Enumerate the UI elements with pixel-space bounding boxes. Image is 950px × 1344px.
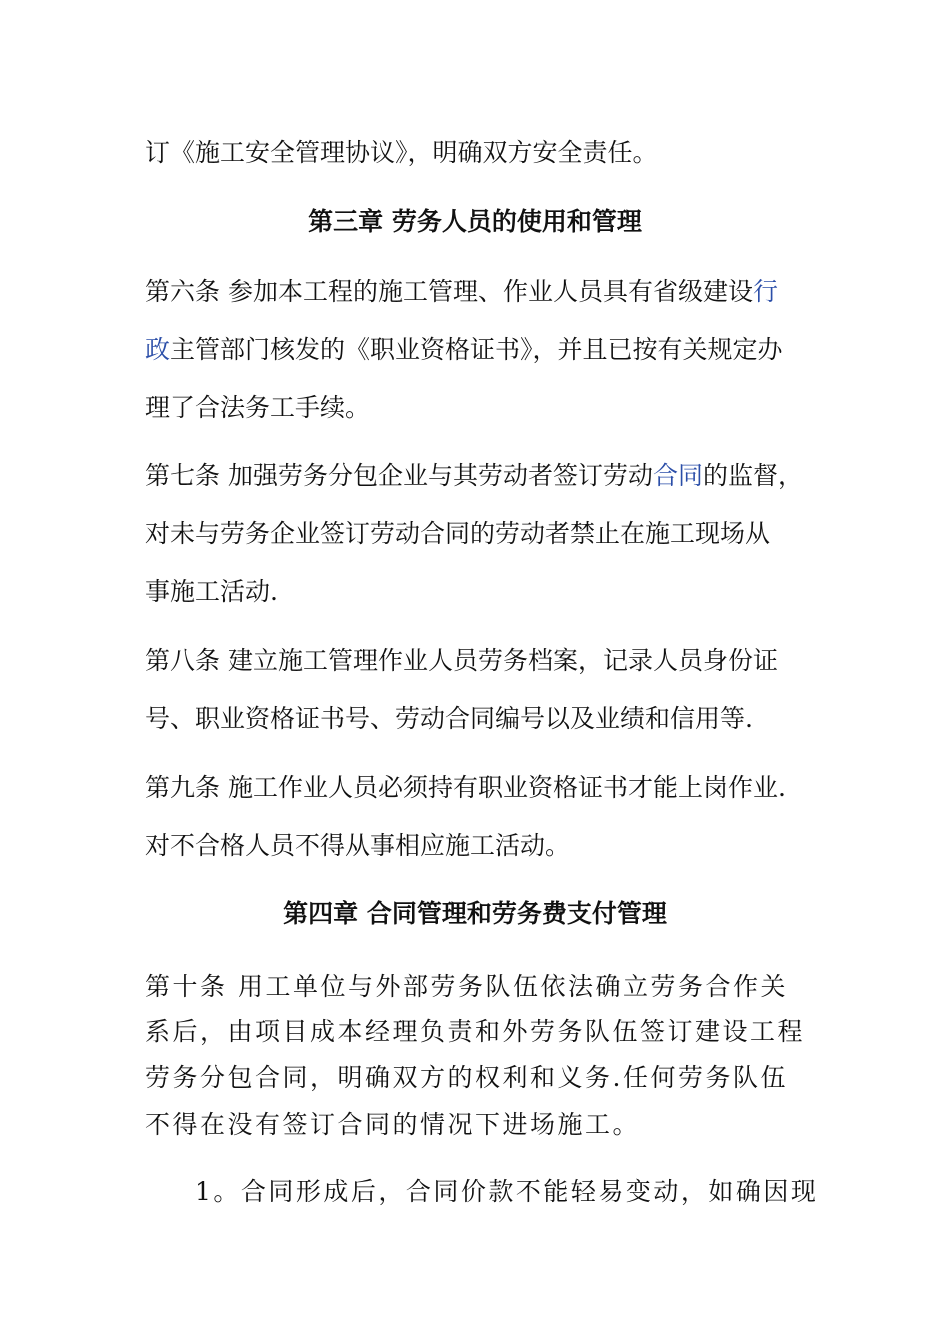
link-text[interactable]: 合同 <box>652 461 703 490</box>
link-text[interactable]: 行 <box>752 277 778 306</box>
link-text[interactable]: 政 <box>145 335 171 364</box>
text-run: 的监督， <box>702 461 803 490</box>
article-7-line-2: 对未与劳务企业签订劳动合同的劳动者禁止在施工现场从 <box>145 519 771 548</box>
text-run: 第六条 参加本工程的施工管理、作业人员具有省级建设 <box>145 277 753 306</box>
article-7-line-3: 事施工活动. <box>145 577 278 606</box>
chapter-heading-3: 第三章 劳务人员的使用和管理 <box>308 207 642 236</box>
article-6-line-1 <box>145 275 815 309</box>
chapter-heading-4: 第四章 合同管理和劳务费支付管理 <box>283 899 667 928</box>
paragraph-line: 订《施工安全管理协议》，明确双方安全责任。 <box>145 138 658 167</box>
article-6-line-3: 理了合法务工手续。 <box>145 393 371 422</box>
article-7-line-1 <box>145 459 815 493</box>
article-9-line-1: 第九条 施工作业人员必须持有职业资格证书才能上岗作业. <box>145 773 786 802</box>
article-8-line-2: 号、职业资格证书号、劳动合同编号以及业绩和信用等. <box>145 704 753 733</box>
article-10-line-1: 第十条 用工单位与外部劳务队伍依法确立劳务合作关 <box>145 972 788 1001</box>
article-10-line-2: 系后，由项目成本经理负责和外劳务队伍签订建设工程 <box>145 1017 806 1046</box>
article-10-line-3: 劳务分包合同，明确双方的权利和义务.任何劳务队伍 <box>145 1063 788 1092</box>
text-run: 第七条 加强劳务分包企业与其劳动者签订劳动 <box>145 461 653 490</box>
article-9-line-2: 对不合格人员不得从事相应施工活动。 <box>145 831 571 860</box>
article-8-line-1: 第八条 建立施工管理作业人员劳务档案，记录人员身份证 <box>145 646 778 675</box>
article-6-line-2 <box>145 333 815 367</box>
article-10-line-4: 不得在没有签订合同的情况下进场施工。 <box>145 1110 641 1139</box>
text-run: 主管部门核发的《职业资格证书》，并且已按有关规定办 <box>170 335 783 364</box>
numbered-item-1: 1。合同形成后，合同价款不能轻易变动，如确因现 <box>195 1177 819 1206</box>
